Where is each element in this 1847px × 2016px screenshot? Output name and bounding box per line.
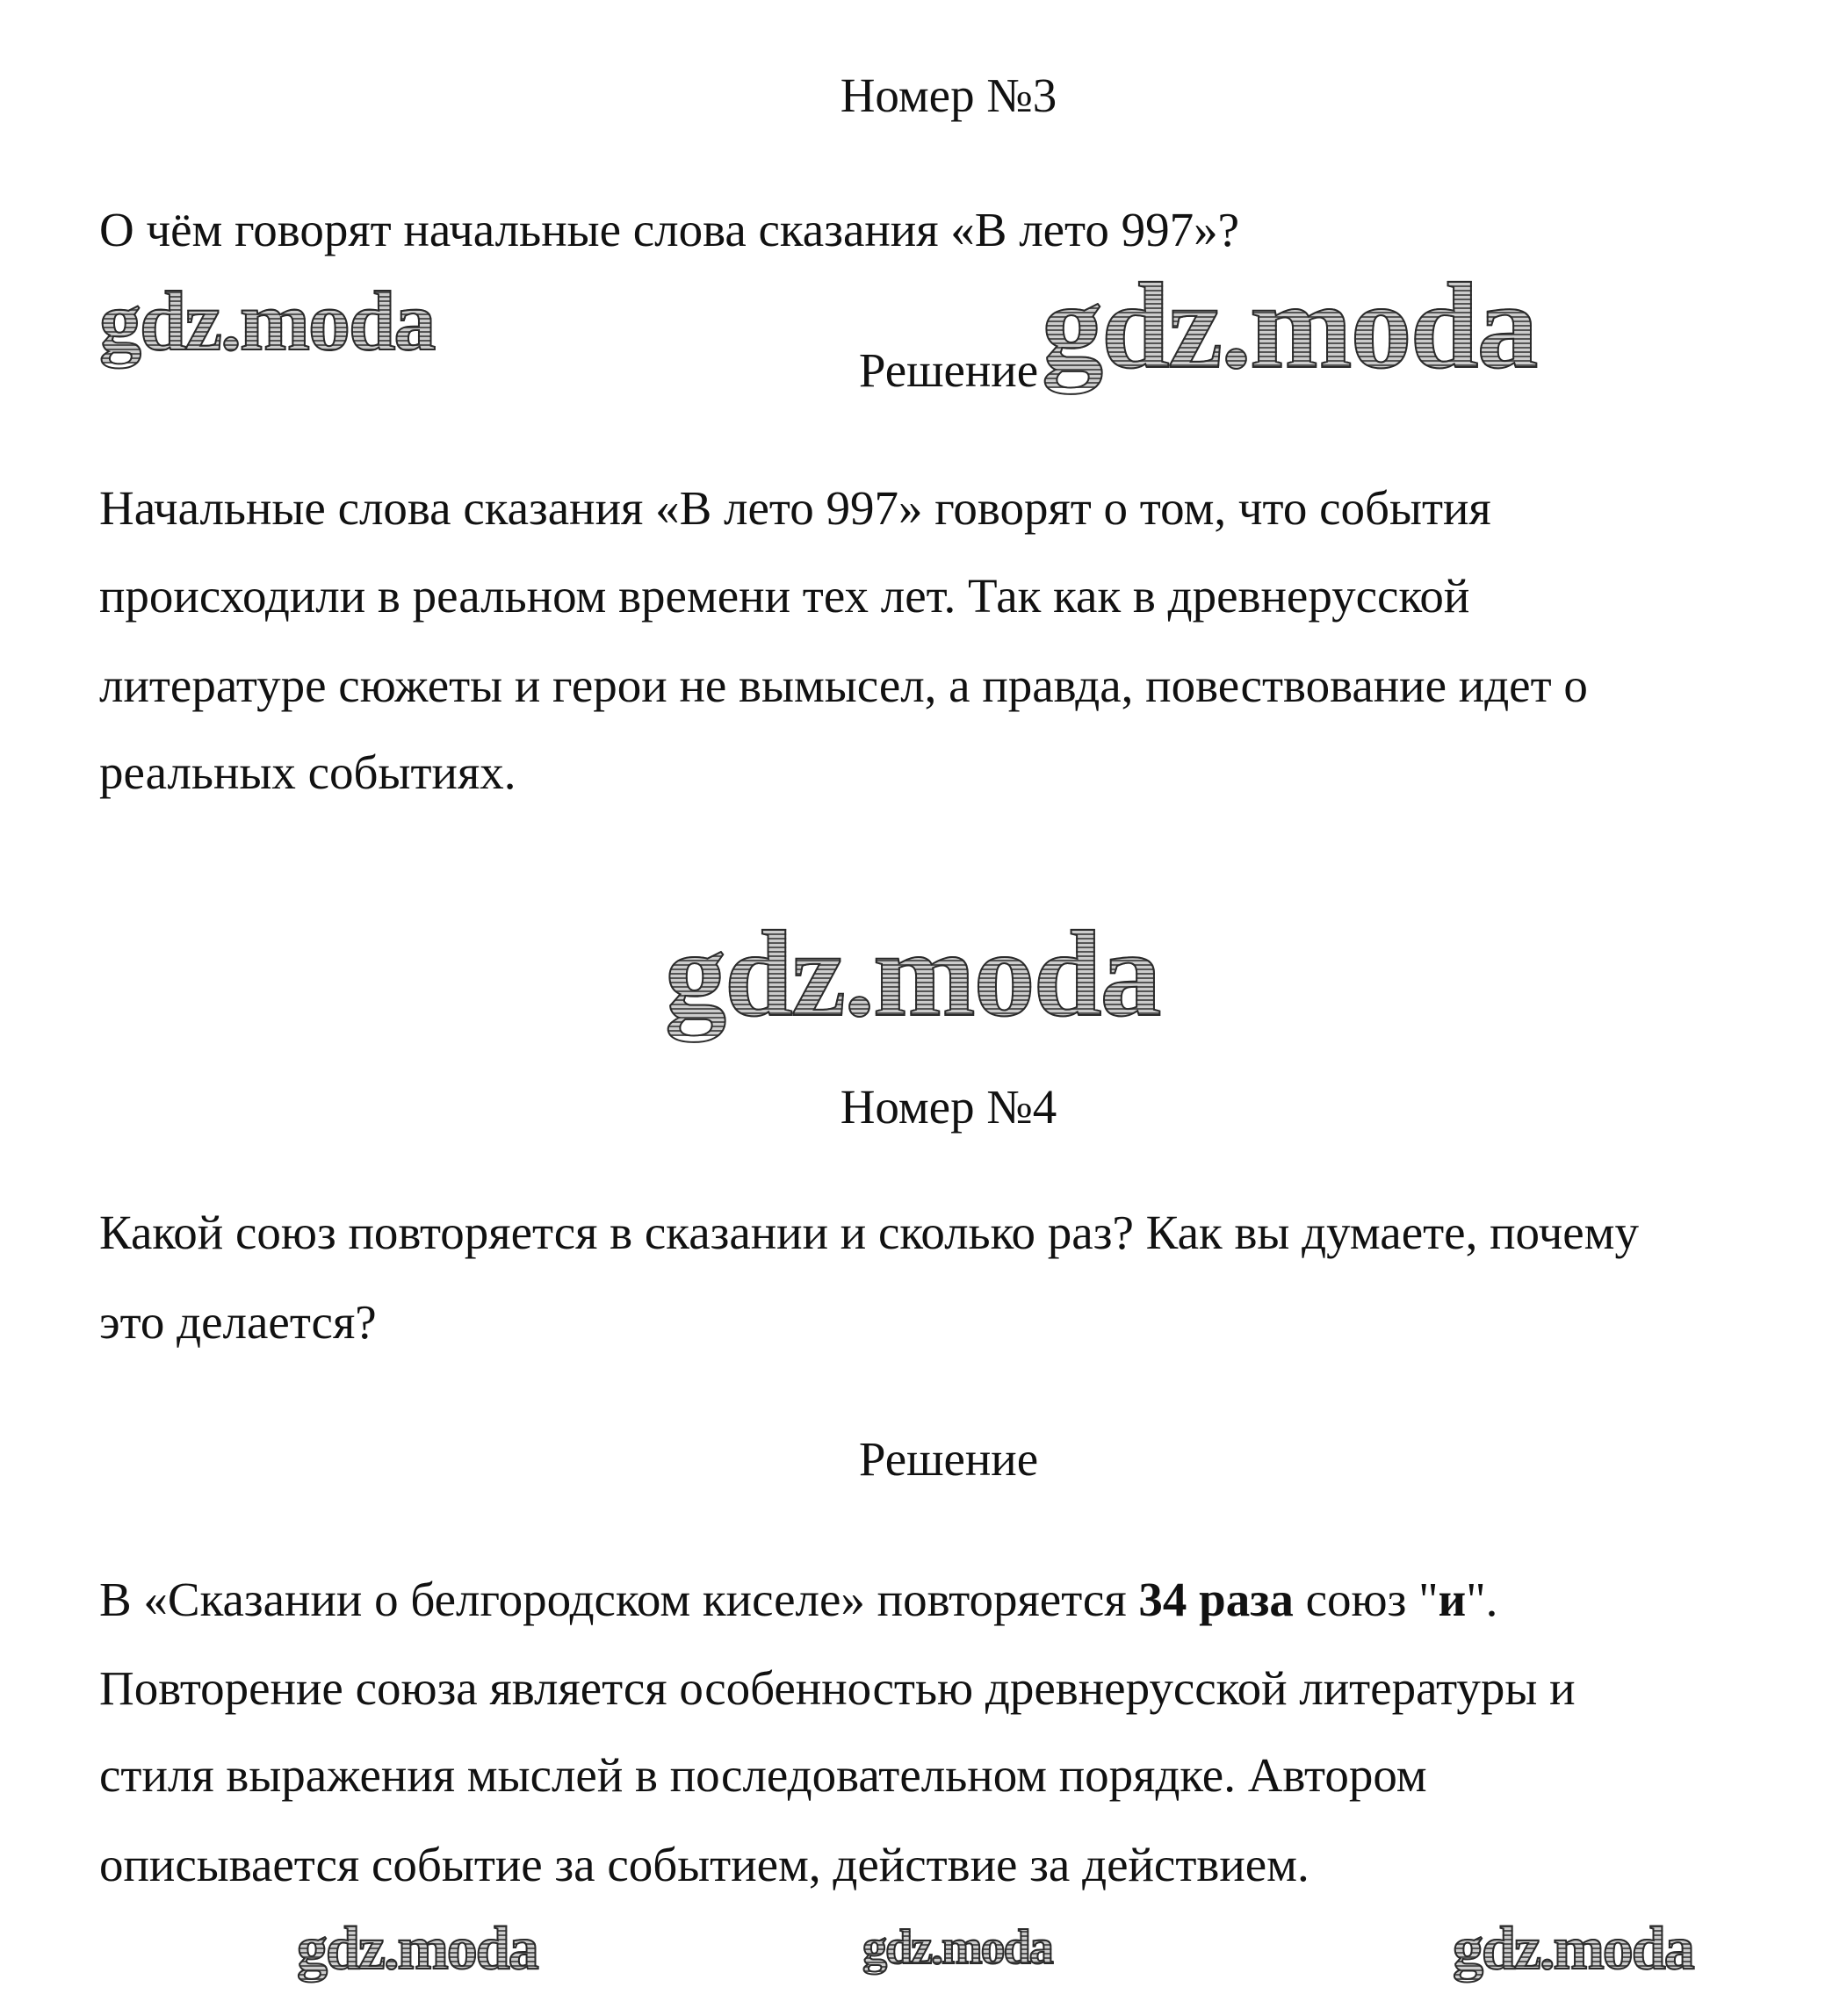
watermark: gdz.moda [1453, 1915, 1693, 1983]
task3-solution-label: Решение [858, 343, 1039, 397]
watermark: gdz.moda [99, 274, 435, 368]
task3-answer-line: реальных событиях. [99, 745, 516, 799]
task4-question-line: Какой союз повторяется в сказании и сколько раз? Как вы думаете, почему [99, 1206, 1639, 1259]
answer-text: ". [1466, 1573, 1498, 1626]
watermark: gdz.moda [1042, 258, 1537, 394]
task3-heading: Номер №3 [840, 68, 1057, 122]
task3-question: О чём говорят начальные слова сказания «В лето 997»? [99, 203, 1240, 256]
task4-answer-line [99, 1569, 1497, 1631]
task3-answer-line: происходили в реальном времени тех лет. Так как в древнерусской [99, 569, 1470, 623]
task3-answer-line: литературе сюжеты и герои не вымысел, а правда, повествование идет о [99, 659, 1588, 712]
task4-question-line: это делается? [99, 1295, 377, 1349]
watermark: gdz.moda [862, 1920, 1052, 1975]
task4-answer-line: описывается событие за событием, действие за действием. [99, 1838, 1309, 1891]
task4-solution-label: Решение [858, 1432, 1039, 1486]
answer-conjunction: и [1438, 1573, 1467, 1626]
watermark: gdz.moda [665, 906, 1160, 1042]
answer-count: 34 раза [1138, 1573, 1294, 1626]
answer-text: союз " [1293, 1573, 1439, 1626]
task4-answer-line: стиля выражения мыслей в последовательном порядке. Автором [99, 1748, 1427, 1802]
answer-text: В «Сказании о белгородском киселе» повторяется [99, 1573, 1139, 1626]
task3-answer-line: Начальные слова сказания «В лето 997» говорят о том, что события [99, 481, 1491, 535]
watermark: gdz.moda [297, 1915, 538, 1983]
task4-answer-line: Повторение союза является особенностью древнерусской литературы и [99, 1661, 1576, 1715]
task4-heading: Номер №4 [840, 1080, 1057, 1134]
